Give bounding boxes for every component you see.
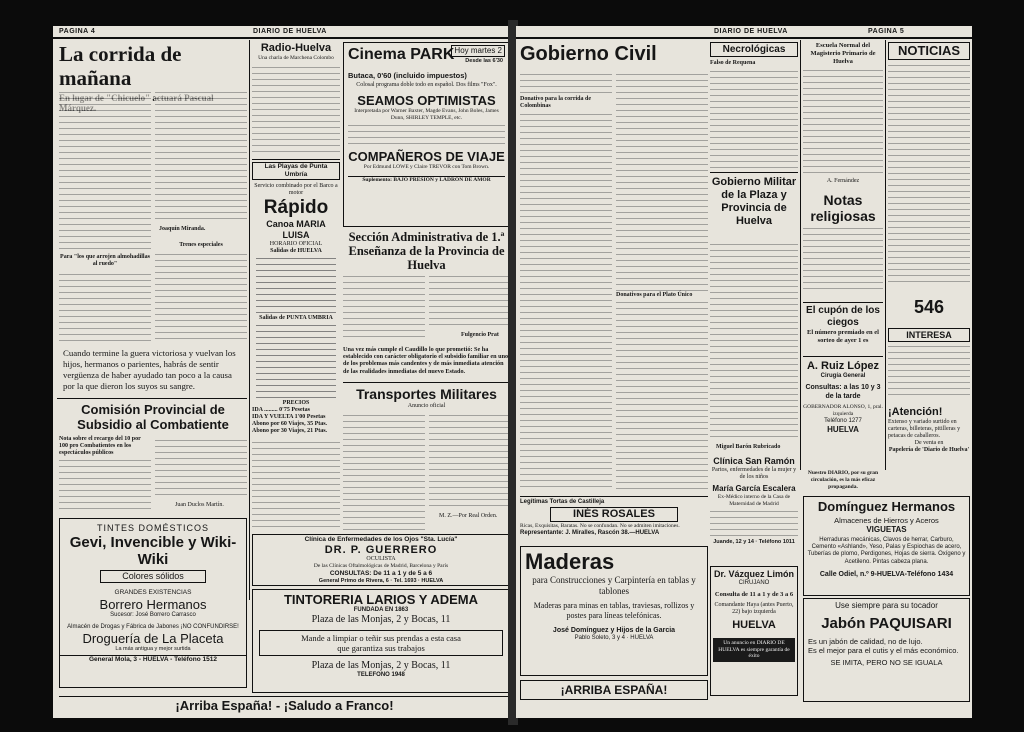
seccion-title: Sección Administrativa de 1.ª Enseñanza de la Provincia de Huelva bbox=[348, 230, 505, 272]
rapido-name: Rápido bbox=[263, 197, 329, 218]
jabon-paquisari-ad: Use siempre para su tocador Jabón PAQUISARI Es un jabón de calidad, no de lujo. Es el mejor para el cutis y el más económico. SE IMITA, PERO NO SE IGUALA bbox=[803, 598, 970, 702]
radio-article: Radio-Huelva Una charla de Marchena Colombo bbox=[252, 42, 340, 157]
oculista-ad: Clínica de Enfermedades de los Ojos "Sta. Lucía" DR. P. GUERRERO OCULISTA De las Clínicas Oftalmológicas de Madrid, Barcelona y París CONSULTAS: De 11 a 1 y de 5 a 6 General Primo de Rivera, 6 · Tel. 1693 · HUELVA bbox=[252, 534, 510, 586]
escuela-normal: Escuela Normal del Magisterio Primario de Huelva A. Fernández bbox=[803, 42, 883, 188]
vazquez-limon-ad: Dr. Vázquez Limón CIRUJANO Consulta de 11 a 1 y de 3 a 6 Comandante Haya (antes Puerto, 22) bajo izquierda HUELVA Un anuncio en DIARIO DE HUELVA es siempre garantía de éxito bbox=[710, 566, 798, 696]
noticias-column: NOTICIAS bbox=[888, 42, 970, 292]
cupon-ciegos: El cupón de los ciegos El número premiado en el sorteo de ayer 1 es bbox=[803, 302, 883, 355]
corrida-signature: Joaquín Miranda. bbox=[159, 226, 206, 232]
tintoreria-title: TINTORERIA LARIOS Y ADEMA bbox=[283, 592, 479, 607]
corrida-article bbox=[59, 42, 247, 360]
cupon-number-box: 546 bbox=[913, 297, 945, 317]
maderas-title: Maderas bbox=[525, 549, 615, 574]
gobierno-civil-article: Gobierno Civil Donativo para la corrida de Colombinas Donativos para el Plato Único bbox=[520, 42, 708, 494]
drogueria-name: Droguería de La Placeta bbox=[82, 631, 224, 646]
ines-rosales: INÉS ROSALES bbox=[550, 507, 678, 522]
vazquez-name: Dr. Vázquez Limón bbox=[713, 569, 794, 579]
ruiz-lopez-ad: A. Ruiz López Cirugía General Consultas: a las 10 y 3 de la tarde GOBERNADOR ALONSO, 1, pral. izquierda Teléfono 1277 HUELVA bbox=[803, 356, 883, 469]
tintes-brands: Gevi, Invencible y Wiki-Wiki bbox=[69, 534, 237, 568]
gobierno-militar: Gobierno Militar de la Plaza y Provincia de Huelva bbox=[710, 172, 798, 241]
left-masthead: DIARIO DE HUELVA bbox=[253, 28, 327, 35]
atencion-ad: ¡Atención! Extenso y variado surtido en carteras, billeteras, pitilleras y petacas de caballeros. De venta en Papelería de 'Diario de Huelva' bbox=[888, 406, 970, 453]
cinema-name: Cinema PARK bbox=[348, 46, 455, 63]
left-page bbox=[53, 26, 512, 718]
interesa-ad: INTERESA bbox=[888, 328, 970, 404]
header-rule bbox=[53, 37, 512, 39]
diario-note: Nuestro DIARIO, por su gran circulación, es la más eficaz propaganda. bbox=[807, 470, 879, 490]
comision-signature: Juan Duclos Martín. bbox=[175, 502, 224, 508]
gobierno-civil-title: Gobierno Civil bbox=[520, 43, 657, 65]
clinica-san-ramon-ad: Clínica San Ramón Partos, enfermedades de la mujer y de los niños María García Escalera Ex-Médico interno de la Casa de Maternidad de Madrid Juande, 12 y 14 · Teléfono 1011 bbox=[711, 456, 797, 545]
ruiz-name: A. Ruiz López bbox=[806, 360, 880, 372]
notas-religiosas: Notas religiosas bbox=[803, 192, 883, 300]
seccion-administrativa: Sección Administrativa de 1.ª Enseñanza de la Provincia de Huelva Fulgencio Prat Una vez más cumple el Caudillo lo que prometió: Se ha establecido con carácter obligatorio el subsidio familiar en uno de los problemas más candentes y de más inmediata atención de las realidades inmediatas del nuevo Estado. bbox=[343, 230, 509, 375]
dominguez-title: Domínguez Hermanos bbox=[817, 499, 956, 514]
tintes-ad: TINTES DOMÉSTICOS Gevi, Invencible y Wiki-Wiki Colores sólidos GRANDES EXISTENCIAS Borrero Hermanos Sucesor: José Borrero Carrasco Almacén de Drogas y Fábrica de Jabones ¡NO CONFUNDIRSE! Droguería de La Placeta La más antigua y mejor surtida General Mola, 3 - HUELVA - Teléfono 1512 bbox=[59, 518, 247, 688]
borrero-name: Borrero Hermanos bbox=[99, 597, 207, 612]
cinema-park-ad: Cinema PARK Hoy martes 2 Desde las 6'30 Butaca, 0'60 (incluido impuestos) Colosal programa doble todo en español. Dos films "Fox". SEAMOS OPTIMISTAS Interpretada por Warner Baxter, Magde Evans, John Boles, James Dunn, SHIRLEY TEMPLE, etc. COMPAÑEROS DE VIAJE Por Edmund LOWE y Claire TREVOR con Tom Brown. Suplemento: BAJO PRESIÓN y LADRÓN DE AMOR bbox=[343, 42, 510, 227]
transportes-title: Transportes Militares bbox=[356, 386, 497, 402]
dominguez-hermanos-ad: Domínguez Hermanos Almacenes de Hierros y Aceros VIGUETAS Herraduras mecánicas, Clavos de herrar, Carburo, Cemento «Ashland», Yeso, Palas y Espiochas de acero, Tuberías de plomo, Perdigones, Hojas de sierra. Oxígeno y Acetileno. Pintas cabeza plana. Calle Odiel, n.º 9-HUELVA-Teléfono 1434 bbox=[803, 496, 970, 596]
comision-article bbox=[59, 402, 247, 514]
corrida-note-head: Para "los que arrojen almohadillas al ruedo" bbox=[60, 254, 150, 267]
corrida-trains-head: Trenes especiales bbox=[179, 242, 223, 248]
radio-title: Radio-Huelva bbox=[260, 42, 332, 54]
film-2: COMPAÑEROS DE VIAJE bbox=[348, 149, 505, 164]
left-footer: ¡Arriba España! - ¡Saludo a Franco! bbox=[59, 696, 510, 715]
transportes-militares: Transportes Militares Anuncio oficial M. Z.—Por Real Orden. bbox=[343, 382, 510, 533]
right-footer: ¡ARRIBA ESPAÑA! bbox=[520, 680, 708, 702]
right-masthead: DIARIO DE HUELVA bbox=[714, 28, 788, 35]
tintoreria-ad: TINTORERIA LARIOS Y ADEMA FUNDADA EN 1863 Plaza de las Monjas, 2 y Bocas, 11 Mande a limpiar o teñir sus prendas a esta casa que garantiza sus trabajos Plaza de las Monjas, 2 y Bocas, 11 TELEFONO 1948 bbox=[252, 589, 510, 693]
necrologicas: Necrológicas Falso de Requena bbox=[710, 42, 798, 170]
comision-note: Nota sobre el recargo del 10 por 100 pro Combatientes en los espectáculos públicos bbox=[59, 436, 141, 456]
oculista-doctor: DR. P. GUERRERO bbox=[324, 544, 438, 556]
miguel-signature: Miguel Barón Rubricado bbox=[716, 444, 781, 450]
subsidio-paragraph: Una vez más cumple el Caudillo lo que prometió: Se ha establecido con carácter obligatorio el subsidio familiar en uno de los problemas más candentes y de más inmediata atención de las realidades inmediatas del nuevo Estado. bbox=[343, 346, 509, 375]
boats-timetable: Las Playas de Punta Umbría Servicio combinado por el Barco a motor Rápido Canoa MARIA LUISA HORARIO OFICIAL Salidas de HUELVA Salidas de PUNTA UMBRIA PRECIOS IDA ......... 0'75 Pesetas IDA Y VUELTA 1'00 Pesetas Abono por 60 Viajes, 35 Ptas. Abono por 30 Viajes, 21 Ptas. bbox=[252, 159, 340, 438]
left-page-number: PAGINA 4 bbox=[59, 28, 96, 35]
comision-title: Comisión Provincial de Subsidio al Combatiente bbox=[77, 402, 229, 432]
right-page-number: PAGINA 5 bbox=[868, 28, 905, 35]
corrida-title: La corrida de mañana bbox=[59, 42, 182, 90]
right-page bbox=[516, 26, 972, 718]
tortas-ad: Legítimas Tortas de Castilleja INÉS ROSALES Ricas, Exquisitas, Baratas. No se confundan. No se admiten imitaciones. Representante: J. Miralles, Rascón 38.—HUELVA bbox=[520, 496, 708, 545]
closing-paragraph: Cuando termine la guera victoriosa y vuelvan los hijos, hermanos o parientes, habrás de sentir vergüenza de haber ayudado tan poco a la causa por la que dieron los suyos su sangre. bbox=[63, 348, 236, 391]
jabon-name: Jabón PAQUISARI bbox=[821, 615, 952, 632]
maderas-ad: Maderas para Construcciones y Carpintería en tablas y tablones Maderas para minas en tablas, traviesas, rollizos y postes para líneas telefónicas. José Domínguez y Hijos de la Garcia Pablo Soleto, 3 y 4 · HUELVA bbox=[520, 546, 708, 676]
film-1: SEAMOS OPTIMISTAS bbox=[357, 93, 496, 108]
